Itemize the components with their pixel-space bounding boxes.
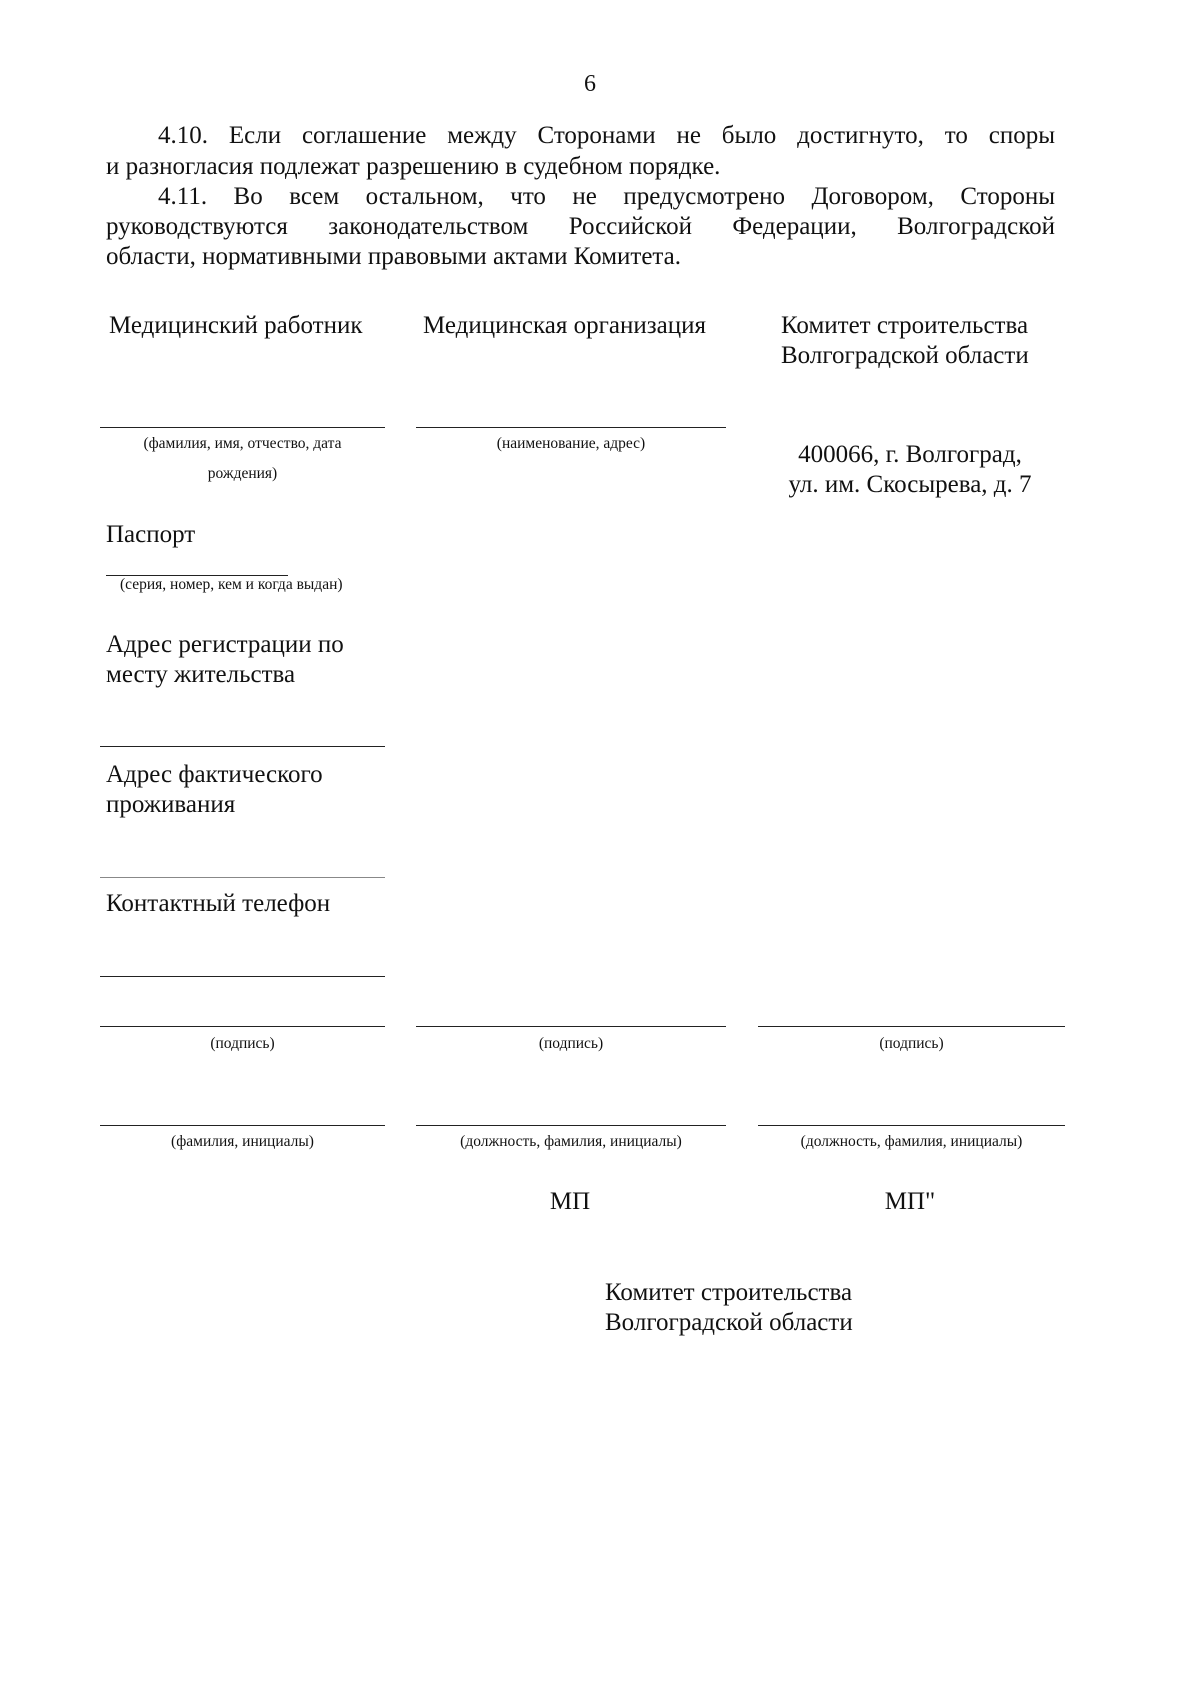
organization-signature-caption: (подпись): [538, 1035, 604, 1052]
paragraph-4-11-line-3: области, нормативными правовыми актами Комитета.: [106, 243, 681, 270]
worker-name-caption-line-2: рождения): [207, 465, 278, 482]
organization-stamp-mark: МП: [549, 1188, 591, 1215]
organization-column-header: Медицинская организация: [423, 312, 706, 339]
actual-address-label-line-1: Адрес фактического: [106, 761, 323, 788]
paragraph-4-10-line-2: и разногласия подлежат разрешению в судебном порядке.: [106, 153, 721, 180]
phone-label: Контактный телефон: [106, 890, 331, 917]
page-number: 6: [584, 71, 596, 97]
organization-signature-line[interactable]: [416, 1026, 726, 1027]
passport-label: Паспорт: [106, 521, 196, 548]
worker-name-line[interactable]: [100, 427, 385, 428]
footer-line-1: Комитет строительства: [605, 1279, 853, 1306]
organization-position-line[interactable]: [416, 1125, 726, 1126]
paragraph-4-11-line-2: руководствуются законодательством Российской Федерации, Волгоградской: [106, 213, 1055, 240]
paragraph-4-10-line-1: 4.10. Если соглашение между Сторонами не было достигнуто, то споры: [158, 122, 1055, 149]
committee-header-line-2: Волгоградской области: [781, 342, 1029, 369]
worker-column-header: Медицинский работник: [109, 312, 363, 339]
committee-header-line-1: Комитет строительства: [781, 312, 1029, 339]
paragraph-4-11-line-1: 4.11. Во всем остальном, что не предусмотрено Договором, Стороны: [158, 183, 1055, 210]
footer-line-2: Волгоградской области: [605, 1309, 853, 1336]
organization-name-line[interactable]: [416, 427, 726, 428]
passport-caption: (серия, номер, кем и когда выдан): [120, 576, 343, 593]
organization-name-caption: (наименование, адрес): [496, 435, 646, 452]
reg-address-label-line-1: Адрес регистрации по: [106, 631, 344, 658]
committee-position-line[interactable]: [758, 1125, 1065, 1126]
worker-initials-line[interactable]: [100, 1125, 385, 1126]
worker-signature-caption: (подпись): [210, 1035, 275, 1052]
committee-address-line-2: ул. им. Скосырева, д. 7: [788, 471, 1032, 498]
worker-name-caption-line-1: (фамилия, имя, отчество, дата: [143, 435, 342, 452]
committee-stamp-mark: МП": [884, 1188, 936, 1215]
reg-address-line[interactable]: [100, 746, 385, 747]
reg-address-label-line-2: месту жительства: [106, 661, 296, 688]
committee-address-line-1: 400066, г. Волгоград,: [798, 441, 1022, 468]
committee-position-caption: (должность, фамилия, инициалы): [800, 1133, 1023, 1150]
organization-position-caption: (должность, фамилия, инициалы): [460, 1133, 682, 1150]
phone-line[interactable]: [100, 976, 385, 977]
committee-signature-caption: (подпись): [879, 1035, 944, 1052]
worker-initials-caption: (фамилия, инициалы): [171, 1133, 314, 1150]
actual-address-label-line-2: проживания: [106, 791, 236, 818]
actual-address-line[interactable]: [100, 877, 385, 878]
committee-signature-line[interactable]: [758, 1026, 1065, 1027]
worker-signature-line[interactable]: [100, 1026, 385, 1027]
